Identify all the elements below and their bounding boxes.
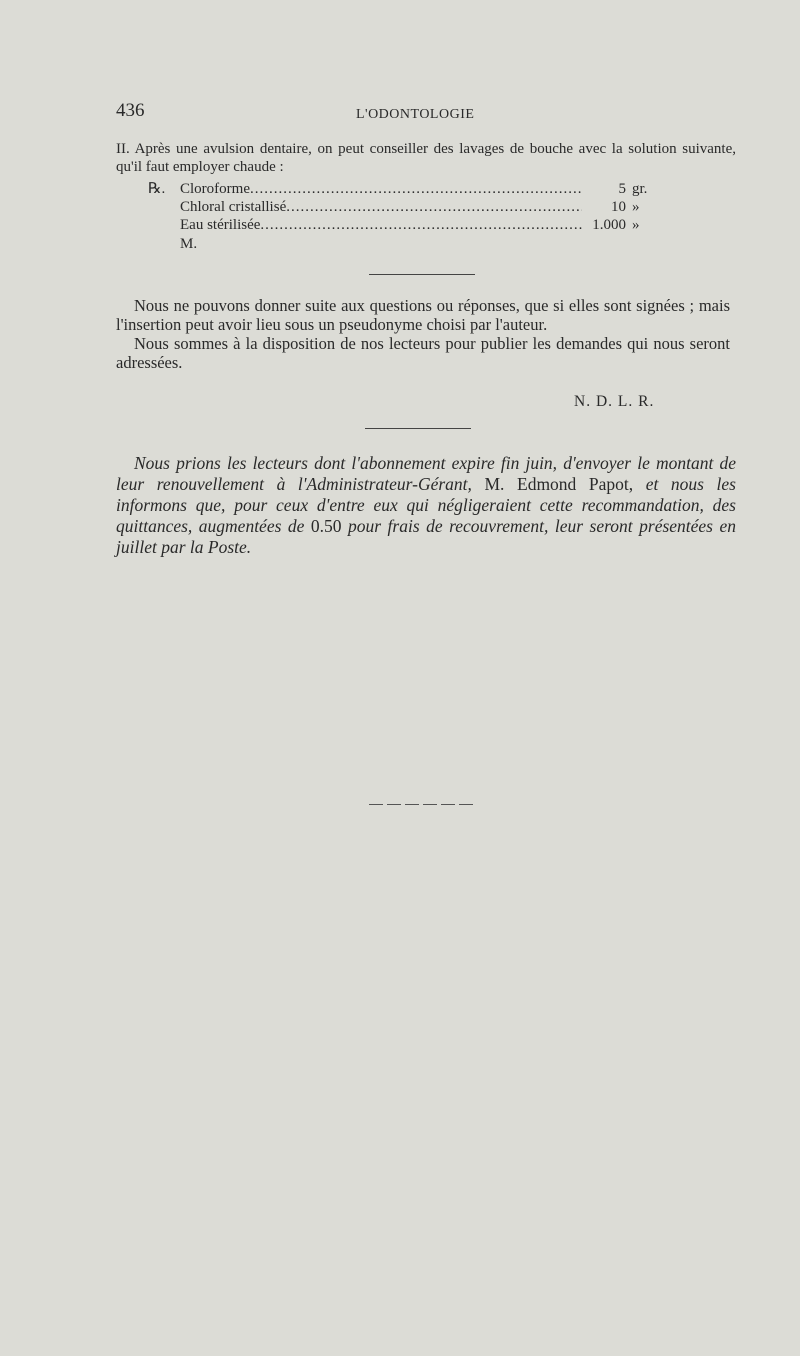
- subscription-appeal: [116, 453, 736, 558]
- fee-amount: 0.50: [310, 516, 342, 536]
- ingredient-unit: »: [632, 217, 640, 233]
- leader-dots: [286, 198, 582, 216]
- leader-dots: [260, 216, 582, 234]
- editorial-signature: N. D. L. R.: [574, 393, 655, 410]
- appeal-text: pour frais de recouvrement, leur seront présentées en juillet par la Poste.: [116, 516, 736, 557]
- ingredient-quantity: 5: [618, 181, 626, 197]
- ingredient-name: Cloroforme: [180, 181, 250, 197]
- editorial-notice: [116, 296, 730, 372]
- ingredient-unit: »: [632, 199, 640, 215]
- page-number: 436: [116, 100, 145, 121]
- ingredient-unit: gr.: [632, 181, 648, 197]
- section-divider: [369, 274, 475, 275]
- ingredient-name: Chloral cristallisé: [180, 199, 287, 215]
- ingredient-name: Eau stérilisée: [180, 217, 261, 233]
- formula-row: [148, 180, 668, 198]
- notice-paragraph: Nous ne pouvons donner suite aux questions ou réponses, que si elles sont signées ; mais l'insertion peut avoir lieu sous un pseudonyme choisi par l'auteur.: [116, 296, 730, 334]
- formula-closing: M.: [180, 236, 198, 252]
- ingredient-quantity: 1.000: [592, 217, 626, 233]
- manager-name: M. Edmond Papot,: [484, 474, 634, 494]
- formula-row: [148, 216, 668, 234]
- ingredient-quantity: 10: [611, 199, 626, 215]
- rx-symbol: ℞.: [148, 181, 166, 197]
- end-divider: [369, 804, 475, 805]
- prescription-formula: [148, 180, 668, 234]
- appeal-paragraph: [116, 453, 736, 558]
- section-divider: [365, 428, 471, 429]
- appeal-text: Nous prions les lecteurs dont l'abonnement expire fin juin, d'envoyer le montant de leur renouvellement à l'Administrateur-Gérant,: [116, 453, 736, 494]
- appeal-text: et nous les informons que, pour ceux d'entre eux qui négligeraient cette recommandation, des quittances, augmentées de: [116, 474, 736, 536]
- leader-dots: [250, 180, 582, 198]
- running-title: L'ODONTOLOGIE: [356, 107, 475, 122]
- notice-paragraph: Nous sommes à la disposition de nos lecteurs pour publier les demandes qui nous seront adressées.: [116, 334, 730, 372]
- intro-paragraph: II. Après une avulsion dentaire, on peut conseiller des lavages de bouche avec la solution suivante, qu'il faut employer chaude :: [116, 141, 736, 175]
- formula-row: [148, 198, 668, 216]
